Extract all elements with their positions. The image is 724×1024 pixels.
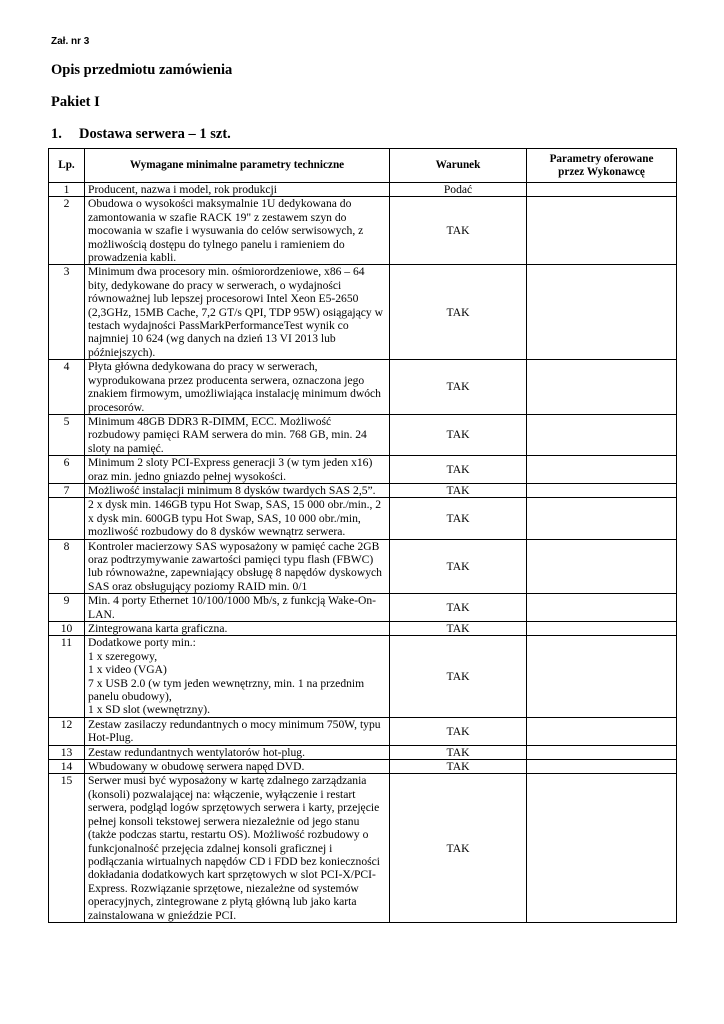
table-row bbox=[49, 197, 677, 265]
table-row bbox=[49, 498, 677, 539]
requirement-cell: Dodatkowe porty min.: 1 x szeregowy, 1 x video (VGA) 7 x USB 2.0 (w tym jeden wewnętrzny, min. 1 na przednim panelu obudowy), 1 x SD slot (wewnętrzny). bbox=[85, 636, 390, 717]
row-number: 2 bbox=[49, 197, 85, 265]
table-row bbox=[49, 636, 677, 717]
table-row bbox=[49, 745, 677, 759]
offered-params-cell bbox=[527, 636, 677, 717]
offered-params-cell bbox=[527, 760, 677, 774]
offered-params-cell bbox=[527, 774, 677, 922]
row-number: 6 bbox=[49, 456, 85, 484]
table-row bbox=[49, 594, 677, 622]
requirement-cell: Zestaw zasilaczy redundantnych o mocy minimum 750W, typu Hot-Plug. bbox=[85, 717, 390, 745]
row-number: 11 bbox=[49, 636, 85, 717]
offered-params-cell bbox=[527, 498, 677, 539]
requirement-cell: Płyta główna dedykowana do pracy w serwerach, wyprodukowana przez producenta serwera, oznaczona jego znakiem firmowym, umożliwiająca instalację minimum dwóch procesorów. bbox=[85, 360, 390, 415]
header-offered-params bbox=[527, 149, 677, 183]
condition-cell: TAK bbox=[390, 774, 527, 922]
condition-cell: TAK bbox=[390, 197, 527, 265]
table-row bbox=[49, 265, 677, 360]
table-row bbox=[49, 456, 677, 484]
condition-cell: TAK bbox=[390, 483, 527, 497]
requirement-cell: Wbudowany w obudowę serwera napęd DVD. bbox=[85, 760, 390, 774]
condition-cell: TAK bbox=[390, 745, 527, 759]
header-requirements: Wymagane minimalne parametry techniczne bbox=[85, 149, 390, 183]
requirement-cell: Obudowa o wysokości maksymalnie 1U dedykowana do zamontowania w szafie RACK 19" z zestawem szyn do mocowania w szafie i wysuwania do celów serwisowych, z możliwością dostępu do tylnego panelu i ramieniem do prowadzenia kabli. bbox=[85, 197, 390, 265]
requirement-cell: Min. 4 porty Ethernet 10/100/1000 Mb/s, z funkcją Wake-On-LAN. bbox=[85, 594, 390, 622]
condition-cell: TAK bbox=[390, 717, 527, 745]
condition-cell: TAK bbox=[390, 498, 527, 539]
spec-table bbox=[48, 148, 677, 923]
condition-cell: TAK bbox=[390, 622, 527, 636]
row-number bbox=[49, 498, 85, 539]
requirement-cell: Minimum 48GB DDR3 R-DIMM, ECC. Możliwość rozbudowy pamięci RAM serwera do min. 768 GB, min. 24 sloty na pamięć. bbox=[85, 414, 390, 455]
offered-params-cell bbox=[527, 360, 677, 415]
offered-params-cell bbox=[527, 622, 677, 636]
section-number: 1. bbox=[51, 126, 62, 142]
condition-cell: TAK bbox=[390, 760, 527, 774]
requirement-cell: Producent, nazwa i model, rok produkcji bbox=[85, 183, 390, 197]
offered-params-cell bbox=[527, 183, 677, 197]
requirement-cell: 2 x dysk min. 146GB typu Hot Swap, SAS, 15 000 obr./min., 2 x dysk min. 600GB typu Hot Swap, SAS, 10 000 obr./min, mozliwość rozbudowy do 8 dysków wewnątrz serwera. bbox=[85, 498, 390, 539]
table-row bbox=[49, 717, 677, 745]
section-title: Dostawa serwera – 1 szt. bbox=[79, 126, 231, 142]
condition-cell: TAK bbox=[390, 594, 527, 622]
condition-cell: TAK bbox=[390, 539, 527, 594]
table-row bbox=[49, 622, 677, 636]
offered-params-cell bbox=[527, 265, 677, 360]
table-row bbox=[49, 483, 677, 497]
row-number: 7 bbox=[49, 483, 85, 497]
row-number: 14 bbox=[49, 760, 85, 774]
row-number: 9 bbox=[49, 594, 85, 622]
header-lp: Lp. bbox=[49, 149, 85, 183]
requirement-cell: Minimum 2 sloty PCI-Express generacji 3 (w tym jeden x16) oraz min. jedno gniazdo pełnej wysokości. bbox=[85, 456, 390, 484]
header-offered-line1: Parametry oferowane bbox=[549, 152, 654, 165]
table-row bbox=[49, 360, 677, 415]
condition-cell: TAK bbox=[390, 636, 527, 717]
table-row bbox=[49, 539, 677, 594]
offered-params-cell bbox=[527, 456, 677, 484]
row-number: 4 bbox=[49, 360, 85, 415]
row-number: 13 bbox=[49, 745, 85, 759]
requirement-cell: Możliwość instalacji minimum 8 dysków twardych SAS 2,5”. bbox=[85, 483, 390, 497]
section-heading bbox=[51, 126, 231, 143]
offered-params-cell bbox=[527, 717, 677, 745]
table-header-row bbox=[49, 149, 677, 183]
requirement-cell: Zestaw redundantnych wentylatorów hot-plug. bbox=[85, 745, 390, 759]
offered-params-cell bbox=[527, 539, 677, 594]
header-condition: Warunek bbox=[390, 149, 527, 183]
table-row bbox=[49, 183, 677, 197]
condition-cell: TAK bbox=[390, 360, 527, 415]
requirement-cell: Kontroler macierzowy SAS wyposażony w pamięć cache 2GB oraz podtrzymywanie zawartości pamięci typu flash (FBWC) lub równoważne, zapewniający obsługę 8 napędów dyskowych SAS oraz obsługujący poziomy RAID min. 0/1 bbox=[85, 539, 390, 594]
row-number: 8 bbox=[49, 539, 85, 594]
condition-cell: TAK bbox=[390, 265, 527, 360]
table-row bbox=[49, 774, 677, 922]
attachment-label: Zał. nr 3 bbox=[51, 36, 90, 47]
condition-cell: TAK bbox=[390, 414, 527, 455]
requirement-cell: Zintegrowana karta graficzna. bbox=[85, 622, 390, 636]
offered-params-cell bbox=[527, 414, 677, 455]
header-offered-line2: przez Wykonawcę bbox=[558, 165, 645, 178]
row-number: 5 bbox=[49, 414, 85, 455]
requirement-cell: Serwer musi być wyposażony w kartę zdalnego zarządzania (konsoli) pozwalającej na: włączenie, wyłączenie i restart serwera, podgląd logów sprzętowych serwera i karty, przejęcie pełnej konsoli tekstowej serwera niezależnie od jego stanu (także podczas startu, restartu OS). Możliwość rozbudowy o funkcjonalność przejęcia zdalnej konsoli graficznej i podłączania wirtualnych napędów CD i FDD bez konieczności dokładania dodatkowych kart sprzętowych w slot PCI-X/PCI-Express. Rozwiązanie sprzętowe, niezależne od systemów operacyjnych, zintegrowane z płytą główną lub jako karta zainstalowana w gnieździe PCI. bbox=[85, 774, 390, 922]
row-number: 15 bbox=[49, 774, 85, 922]
offered-params-cell bbox=[527, 745, 677, 759]
offered-params-cell bbox=[527, 197, 677, 265]
row-number: 12 bbox=[49, 717, 85, 745]
table-row bbox=[49, 760, 677, 774]
offered-params-cell bbox=[527, 483, 677, 497]
row-number: 3 bbox=[49, 265, 85, 360]
requirement-cell: Minimum dwa procesory min. ośmiorordzeniowe, x86 – 64 bity, dedykowane do pracy w serwerach, o wydajności równoważnej lub lepszej procesorowi Intel Xeon E5-2650 (2,3GHz, 15MB Cache, 7,2 GT/s QPI, TDP 95W) osiągający w testach wydajności PassMarkPerformanceTest wynik co najmniej 10 624 (wg danych na dzień 13 VI 2013 lub późniejszych). bbox=[85, 265, 390, 360]
condition-cell: Podać bbox=[390, 183, 527, 197]
table-row bbox=[49, 414, 677, 455]
row-number: 10 bbox=[49, 622, 85, 636]
condition-cell: TAK bbox=[390, 456, 527, 484]
document-title: Opis przedmiotu zamówienia bbox=[51, 62, 233, 78]
row-number: 1 bbox=[49, 183, 85, 197]
package-heading: Pakiet I bbox=[51, 94, 100, 110]
offered-params-cell bbox=[527, 594, 677, 622]
